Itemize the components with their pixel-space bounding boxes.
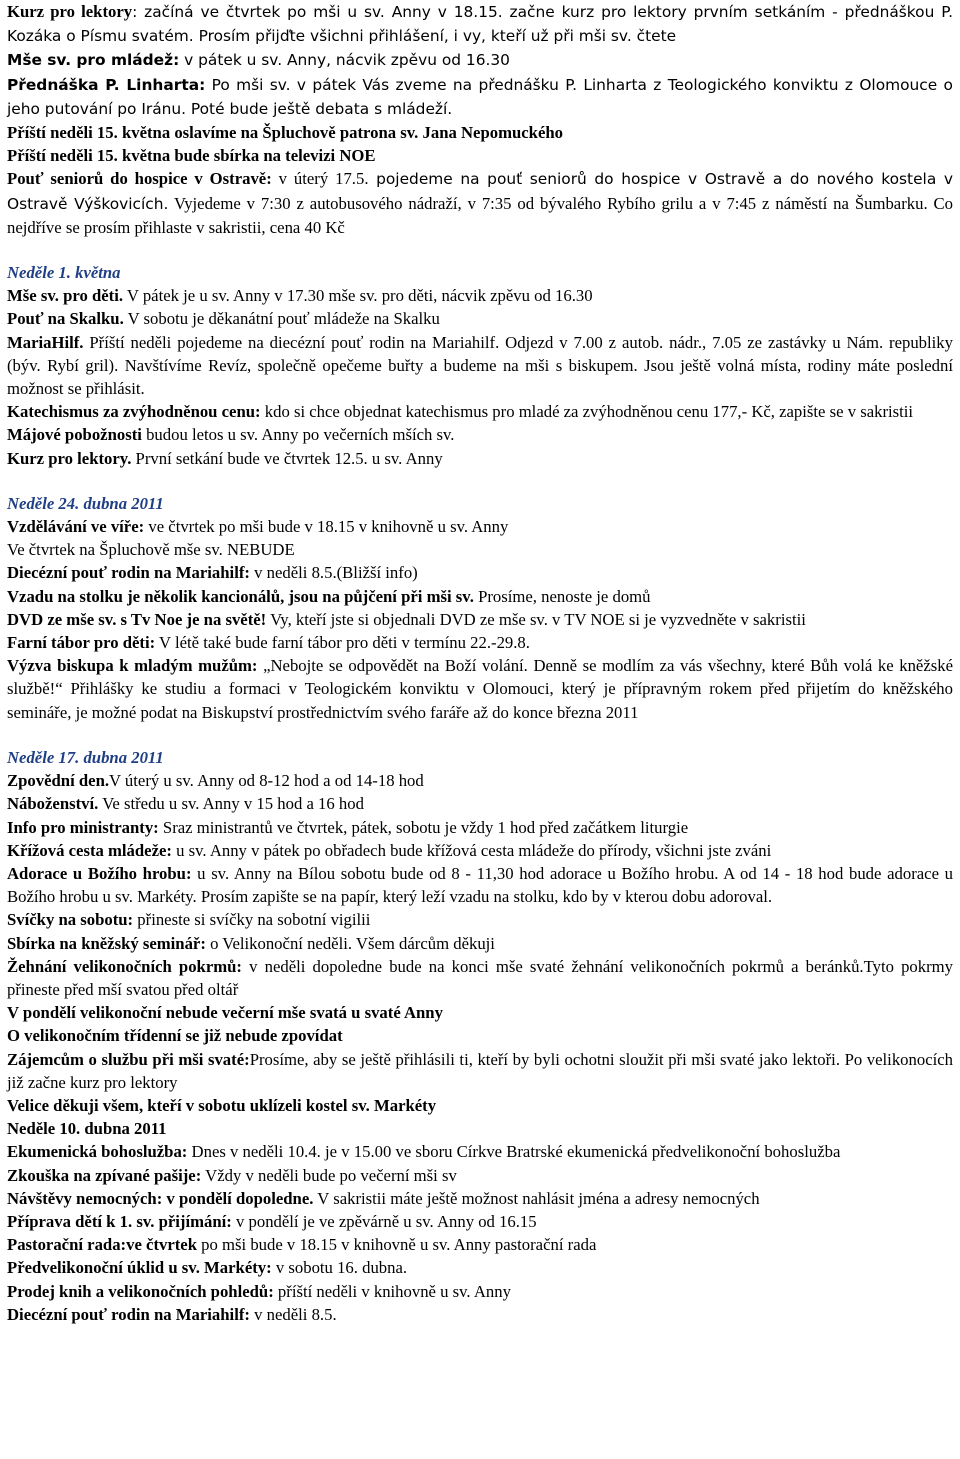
announcement-no-confession: O velikonočním třídenní se již nebude zpovídat [7, 1026, 343, 1046]
announcement-catechism: Katechismus za zvýhodněnou cenu: kdo si chce objednat katechismus pro mladé za zvýhodněnou cenu 177,- Kč, zapište se v sakristii [7, 402, 914, 422]
announcement-patron-feast: Příští neděli 15. května oslavíme na Špluchově patrona sv. Jana Nepomuckého [7, 123, 563, 143]
section-date-heading: Neděle 24. dubna 2011 [7, 493, 164, 513]
announcement-diocesan-pilgrimage: Diecézní pouť rodin na Mariahilf: v neděli 8.5.(Bližší info) [7, 563, 418, 583]
announcement-pastoral-council: Pastorační rada:ve čtvrtek po mši bude v 18.15 v knihovně u sv. Anny pastorační rada [7, 1235, 597, 1255]
section-spacer [7, 470, 953, 492]
announcement-mariahilf: MariaHilf. Příští neděli pojedeme na diecézní pouť rodin na Mariahilf. Odjezd v 7.00 z autob. nádr., 7.05 ze zastávky u Nám. republiky (býv. Rybí gril). Navštívíme Revíz, společně opečeme buřty a budeme na mši s biskupem. Jsou ještě volná místa, rodiny máte poslední možnost se přihlásit. [7, 332, 953, 399]
announcement-first-communion: Příprava dětí k 1. sv. přijímání: v pondělí je ve zpěvárně u sv. Anny od 16.15 [7, 1211, 537, 1231]
announcement-way-of-cross: Křížová cesta mládeže: u sv. Anny v pátek po obřadech bude křížová cesta mládeže do přírody, všichni jste zváni [7, 840, 772, 860]
announcement-thanks-cleaning: Velice děkuji všem, kteří v sobotu uklízeli kostel sv. Markéty [7, 1095, 437, 1115]
announcement-passion-rehearsal: Zkouška na zpívané pašije: Vždy v neděli bude po večerní mši sv [7, 1165, 457, 1185]
announcement-seniors-pilgrimage: Pouť seniorů do hospice v Ostravě: v úterý 17.5. pojedeme na pouť seniorů do hospice v Ostravě a do nového kostela v Ostravě Výškovicích. Vyjedeme v 7:30 z autobusového nádraží, v 7:35 od bývalého Rybího grilu a v 7:45 z náměstí na Šumbarku. Co nejdříve se prosím přihlaste v sakristii, cena 40 Kč [7, 169, 953, 237]
announcement-confession-day: Zpovědní den.V úterý u sv. Anny od 8-12 hod a od 14-18 hod [7, 771, 424, 791]
announcement-no-evening-mass: V pondělí velikonoční nebude večerní mše svatá u svaté Anny [7, 1003, 443, 1023]
section-spacer [7, 239, 953, 261]
announcement-easter-cleaning: Předvelikonoční úklid u sv. Markéty: v sobotu 16. dubna. [7, 1258, 408, 1278]
announcement-summer-camp: Farní tábor pro děti: V létě také bude farní tábor pro děti v termínu 22.-29.8. [7, 633, 530, 653]
announcement-lector-volunteers: Zájemcům o službu při mši svaté:Prosíme, aby se ještě přihlásili ti, kteří by byli ochotni sloužit při mši svaté jako lektoři. Po velikonocích již začne kurz pro lektory [7, 1049, 953, 1092]
announcement-mariahilf-2: Diecézní pouť rodin na Mariahilf: v neděli 8.5. [7, 1304, 337, 1324]
announcement-food-blessing: Žehnání velikonočních pokrmů: v neděli dopoledne bude na konci mše svaté žehnání velikonočních pokrmů a beránků.Tyto pokrmy přineste před mší svatou před oltář [7, 956, 953, 999]
announcement-altar-servers: Info pro ministranty: Sraz ministrantů ve čtvrtek, pátek, sobotu je vždy 1 hod před začátkem liturgie [7, 817, 689, 837]
announcement-spluchov-no-mass: Ve čtvrtek na Špluchově mše sv. NEBUDE [7, 540, 295, 560]
announcement-youth-mass: Mše sv. pro mládež: v pátek u sv. Anny, nácvik zpěvu od 16.30 [7, 51, 510, 70]
announcement-religion-class: Náboženství. Ve středu u sv. Anny v 15 hod a 16 hod [7, 794, 364, 814]
announcement-linhart-lecture: Přednáška P. Linharta: Po mši sv. v pátek Vás zveme na přednášku P. Linharta z Teologického konviktu z Olomouce o jeho putování po Iránu. Poté bude ještě debata s mládeží. [7, 75, 953, 118]
section-date-heading: Neděle 17. dubna 2011 [7, 747, 164, 767]
announcement-children-mass: Mše sv. pro děti. V pátek je u sv. Anny v 17.30 mše sv. pro děti, nácvik zpěvu od 16.30 [7, 286, 593, 306]
announcement-dvd: DVD ze mše sv. s Tv Noe je na světě! Vy, kteří jste si objednali DVD ze mše sv. v TV NOE si je vyzvedněte v sakristii [7, 609, 806, 629]
section-date-heading: Neděle 1. května [7, 263, 121, 283]
announcement-book-sale: Prodej knih a velikonočních pohledů: příští neděli v knihovně u sv. Anny [7, 1281, 511, 1301]
announcement-ecumenical-service: Ekumenická bohoslužba: Dnes v neděli 10.4. je v 15.00 ve sboru Církve Bratrské ekumenická předvelikonoční bohoslužba [7, 1142, 841, 1162]
announcement-noe-collection: Příští neděli 15. května bude sbírka na televizi NOE [7, 146, 376, 166]
announcement-skalka-pilgrimage: Pouť na Skalku. V sobotu je děkanátní pouť mládeže na Skalku [7, 309, 440, 329]
announcement-sick-visits: Návštěvy nemocných: v pondělí dopoledne. V sakristii máte ještě možnost nahlásit jména a adresy nemocných [7, 1188, 760, 1208]
announcement-lector-course: Kurz pro lektory: začíná ve čtvrtek po mši u sv. Anny v 18.15. začne kurz pro lektory prvním setkáním - přednáškou P. Kozáka o Písmu svatém. Prosím přijďte všichni přihlášení, i vy, kteří už při mši sv. čtete [7, 2, 953, 46]
announcement-may-devotions: Májové pobožnosti budou letos u sv. Anny po večerních mších sv. [7, 425, 455, 445]
announcement-lector-course-2: Kurz pro lektory. První setkání bude ve čtvrtek 12.5. u sv. Anny [7, 448, 443, 468]
announcement-hymnbooks: Vzadu na stolku je několik kancionálů, jsou na půjčení při mši sv. Prosíme, nenoste je domů [7, 586, 651, 606]
section-date-heading-plain: Neděle 10. dubna 2011 [7, 1119, 167, 1139]
section-spacer [7, 724, 953, 746]
announcement-faith-education: Vzdělávání ve víře: ve čtvrtek po mši bude v 18.15 v knihovně u sv. Anny [7, 517, 509, 537]
announcement-adoration: Adorace u Božího hrobu: u sv. Anny na Bílou sobotu bude od 8 - 11,30 hod adorace u Božího hrobu. A od 14 - 18 hod bude adorace u Božího hrobu u sv. Markéty. Prosím zapište se na papír, který leží vzadu na stolku, kdo by v kterou dobu adoroval. [7, 863, 953, 907]
announcement-candles: Svíčky na sobotu: přineste si svíčky na sobotní vigilii [7, 910, 371, 930]
announcement-bishop-call: Výzva biskupa k mladým mužům: „Nebojte se odpovědět na Boží volání. Denně se modlím za vás všechny, které Bůh volá ke kněžské službě!“ Přihlášky ke studiu a formaci v Teologickém konviktu v Olomouci, který je přípravným rokem před přijetím do kněžského semináře, je možné podat na Biskupství prostřednictvím svého faráře až do konce března 2011 [7, 656, 953, 722]
announcement-seminary-collection: Sbírka na kněžský seminář: o Velikonoční neděli. Všem dárcům děkuji [7, 933, 495, 953]
